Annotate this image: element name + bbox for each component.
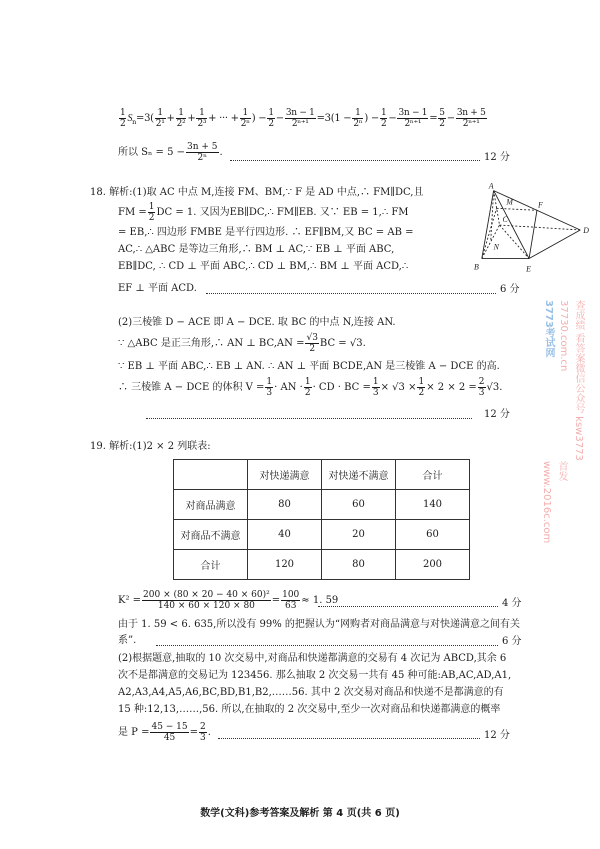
- table-cell: 对商品不满意: [174, 520, 248, 550]
- k2-formula-line: K² = $\frac{\text{200 × (80 × 20 − 40 × 60)²}}{140 \times 60 \times 120 \times 80}$ = $\frac{100}{63}$ ≈ 1. 59: [118, 590, 339, 611]
- vertex-label: F: [537, 200, 543, 210]
- vertex-label: M: [506, 197, 513, 207]
- table-cell: 120: [248, 550, 322, 580]
- probability-line: 是 P = $\frac{45 - 15}{45}$ = $\frac{2}{3}$ .: [118, 722, 211, 743]
- table-cell: 200: [396, 550, 470, 580]
- q19-label: 19. 解析:(1)2 × 2 列联表:: [90, 441, 211, 452]
- q18-fm-line: FM = $\frac{1}{2}$ DC = 1. 又因为EB∥DC,∴ FM∥EB. 又∵ EB = 1,∴ FM: [118, 202, 409, 223]
- vertex-label: E: [526, 264, 531, 274]
- page-footer: 数学(文科)参考答案及解析 第 4 页(共 6 页): [200, 808, 400, 819]
- watermark-logo: 3773考试网: [543, 300, 554, 358]
- vertex-label: N: [493, 242, 499, 252]
- table-cell: 140: [396, 490, 470, 520]
- table-cell: 合计: [174, 550, 248, 580]
- q18-part2-line: (2)三棱锥 D − ACE 即 A − DCE. 取 BC 的中点 N,连接 AN.: [118, 317, 396, 328]
- q18-height-line: ∵ EB ⊥ 平面 ABC,∴ EB ⊥ AN. ∴ AN ⊥ 平面 BCDE,AN 是三棱锥 A − DCE 的高.: [118, 361, 500, 372]
- table-row: [174, 490, 470, 520]
- q18-text-line: EB∥DC, ∴ CD ⊥ 平面 ABC,∴ CD ⊥ BM,∴ BM ⊥ 平面 ACD,∴: [118, 261, 409, 272]
- q17-sum-line: $\frac{1}{2}$ $S_n=3$( $\frac{1}{\text{2¹}}$ + $\frac{1}{\text{2²}}$ + $\frac{1}{\text{2³}}$ + ··· + $\frac{1}{\text{2ⁿ}}$ ) − $\frac{1}{2}$ − $\frac{3n - 1}{\text{2ⁿ⁺¹}}$ =3(1 − $\frac{1}{\text{2ⁿ}}$ ) − $\frac{1}{2}$ − $\frac{3n - 1}{\text{2ⁿ⁺¹}}$ = $\frac{5}{2}$ − $\frac{3n + 5}{\text{2ⁿ⁺¹}}$: [120, 108, 486, 129]
- watermark-url: 37730.com.cn: [558, 300, 569, 372]
- score-label: 12 分: [484, 409, 510, 420]
- table-header-cell: 对快递满意: [248, 460, 322, 490]
- watermark-strip: [540, 300, 598, 770]
- table-cell: 60: [396, 520, 470, 550]
- q19-part2-line: A2,A3,A4,A5,A6,BC,BD,B1,B2,……56. 其中 2 次交易对商品和快递不是都满意的有: [118, 687, 504, 698]
- q17-conclusion-line: 所以 Sₙ = 5 − $\frac{3n + 5}{\text{2ⁿ}}$ .: [118, 142, 223, 163]
- watermark-diagonal: www.2016c.com: [541, 461, 552, 544]
- vertex-label: C: [502, 215, 508, 225]
- dot-leader: [206, 293, 496, 294]
- table-header-cell: [174, 460, 248, 490]
- score-label: 12 分: [484, 152, 510, 163]
- q18-text-line: = EB,∴ 四边形 FMBE 是平行四边形. ∴ EF∥BM,又 BC = AB =: [118, 227, 414, 238]
- score-label: 6 分: [500, 284, 520, 295]
- table-cell: 80: [322, 550, 396, 580]
- watermark-check: 查成绩 看答案: [573, 300, 584, 364]
- vertex-label: A: [488, 181, 494, 191]
- table-header-row: [174, 460, 470, 490]
- dot-leader: [230, 160, 480, 161]
- dot-leader: [146, 418, 472, 419]
- q18-volume-line: ∴ 三棱锥 A − DCE 的体积 V = $\frac{1}{3}$ · AN · $\frac{1}{2}$ · CD · BC = $\frac{1}{3}$ × √3 × $\frac{1}{2}$ × 2 × 2 = $\frac{2}{3}$ √3.: [118, 377, 503, 398]
- vertex-label: D: [583, 225, 589, 235]
- contingency-table: [173, 459, 470, 580]
- conclusion-line: 系”.: [118, 635, 137, 646]
- table-header-cell: 合计: [396, 460, 470, 490]
- watermark-first: 首发: [556, 461, 567, 481]
- q19-part2-line: 次不是都满意的交易记为 123456. 那么抽取 2 次交易一共有 45 种可能:AB,AC,AD,A1,: [118, 670, 512, 681]
- table-row: [174, 550, 470, 580]
- pyramid-figure: [470, 180, 598, 278]
- score-label: 12 分: [484, 730, 510, 741]
- q19-part2-line: 15 种:12,13,……,56. 所以,在抽取的 2 次交易中,至少一次对商品和快递都满意的概率: [118, 704, 501, 715]
- table-header-cell: 对快递不满意: [322, 460, 396, 490]
- conclusion-line: 由于 1. 59 < 6. 635,所以没有 99% 的把握认为“网购者对商品满意与对快递满意之间有关: [118, 619, 521, 630]
- table-cell: 20: [322, 520, 396, 550]
- vertex-label: B: [473, 262, 479, 272]
- q18-text-line: AC,∴ △ABC 是等边三角形,∴ BM ⊥ AC,∵ EB ⊥ 平面 ABC,: [118, 244, 395, 255]
- table-cell: 40: [248, 520, 322, 550]
- table-cell: 80: [248, 490, 322, 520]
- watermark-wechat: 微信公众号 ksw3773: [573, 363, 584, 461]
- dot-leader: [218, 738, 480, 739]
- score-label: 6 分: [502, 636, 522, 647]
- table-cell: 60: [322, 490, 396, 520]
- q18-text-line: EF ⊥ 平面 ACD.: [118, 283, 197, 294]
- q18-label: 18. 解析:(1)取 AC 中点 M,连接 FM、BM,∵ F 是 AD 中点,∴ FM∥DC,且: [90, 187, 424, 198]
- dot-leader: [156, 645, 498, 646]
- score-label: 4 分: [502, 598, 522, 609]
- q19-part2-line: (2)根据题意,抽取的 10 次交易中,对商品和快递都满意的交易有 4 次记为 ABCD,其余 6: [118, 653, 507, 664]
- q18-an-line: ∵ △ABC 是正三角形,∴ AN ⊥ BC,AN = $\frac{√3}{2}$ BC = √3.: [118, 333, 366, 354]
- table-row: [174, 520, 470, 550]
- table-cell: 对商品满意: [174, 490, 248, 520]
- dot-leader: [318, 606, 498, 607]
